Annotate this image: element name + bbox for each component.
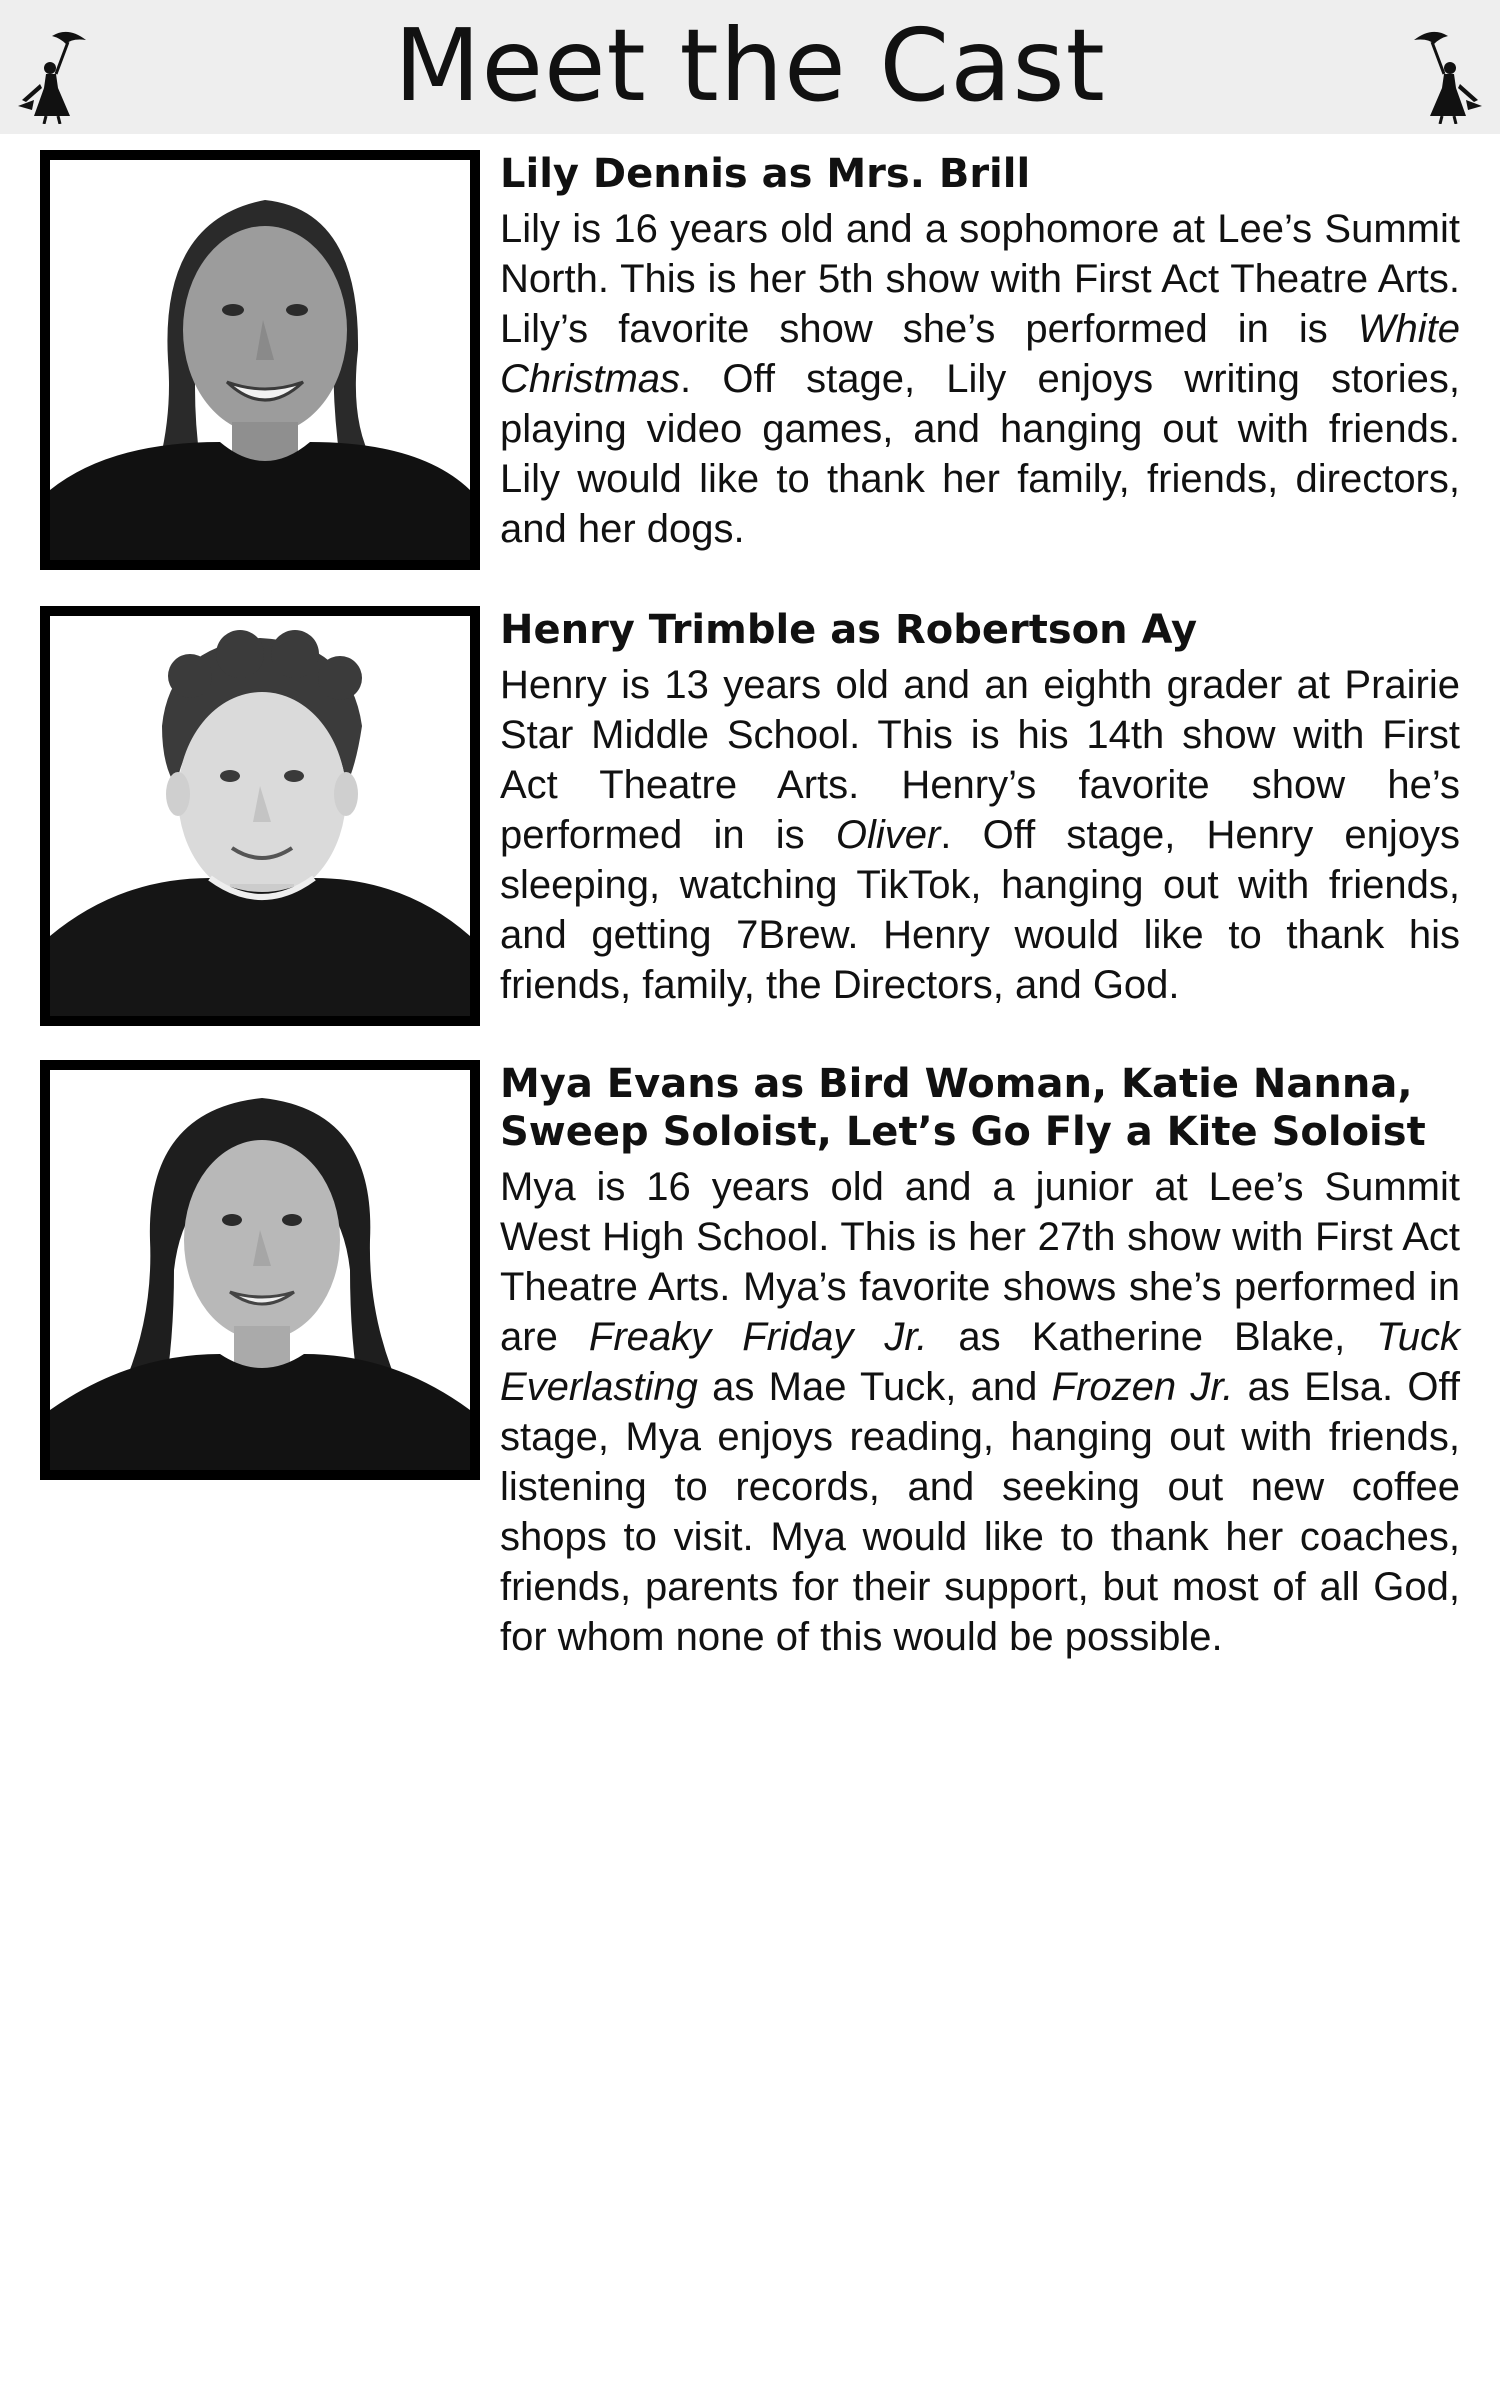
cast-name-heading: Mya Evans as Bird Woman, Katie Nanna, Sweep Soloist, Let’s Go Fly a Kite Soloist [500, 1061, 1426, 1155]
cast-bio [500, 1162, 1460, 1662]
cast-text-block [500, 1060, 1460, 1662]
bio-text: Lily is 16 years old and a sophomore at Lee’s Summit North. This is her 5th show with First Act Theatre Arts. Lily’s favorite show she’s performed in is [500, 207, 1460, 351]
cast-photo [40, 1060, 480, 1480]
cast-name-heading: Henry Trimble as Robertson Ay [500, 607, 1198, 653]
umbrella-figure-icon [1398, 28, 1488, 124]
cast-name-heading: Lily Dennis as Mrs. Brill [500, 151, 1031, 197]
show-title-italic: White Christmas [500, 307, 1460, 401]
show-title-italic: Oliver [835, 813, 941, 857]
bio-text: as Katherine Blake, [927, 1315, 1377, 1359]
bio-text: . Off stage, Henry enjoys sleeping, watching TikTok, hanging out with friends, and getting 7Brew. Henry would like to thank his friends, family, the Directors, and God. [500, 813, 1460, 1007]
cast-text-block [500, 606, 1460, 1010]
cast-photo [40, 150, 480, 570]
show-title-italic: Frozen Jr. [1051, 1365, 1234, 1409]
header-banner [0, 0, 1500, 134]
bio-text: Henry is 13 years old and an eighth grader at Prairie Star Middle School. This is his 14th show with First Act Theatre Arts. Henry’s favorite show he’s performed in is [500, 663, 1460, 857]
cast-text-block [500, 150, 1460, 554]
bio-text: as Elsa. Off stage, Mya enjoys reading, hanging out with friends, listening to records, and seeking out new coffee shops to visit. Mya would like to thank her coaches, friends, parents for their support, but most of all God, for whom none of this would be possible. [500, 1365, 1460, 1659]
show-title-italic: Tuck Everlasting [500, 1315, 1460, 1409]
cast-bio [500, 660, 1460, 1010]
show-title-italic: Freaky Friday Jr. [588, 1315, 928, 1359]
cast-bio [500, 204, 1460, 554]
bio-text: Mya is 16 years old and a junior at Lee’s Summit West High School. This is her 27th show with First Act Theatre Arts. Mya’s favorite shows she’s performed in are [500, 1165, 1460, 1359]
bio-text: . Off stage, Lily enjoys writing stories, playing video games, and hanging out with friends. Lily would like to thank her family, friends, directors, and her dogs. [500, 357, 1460, 551]
page-title: Meet the Cast [394, 7, 1106, 124]
bio-text: as Mae Tuck, and [697, 1365, 1052, 1409]
cast-photo [40, 606, 480, 1026]
